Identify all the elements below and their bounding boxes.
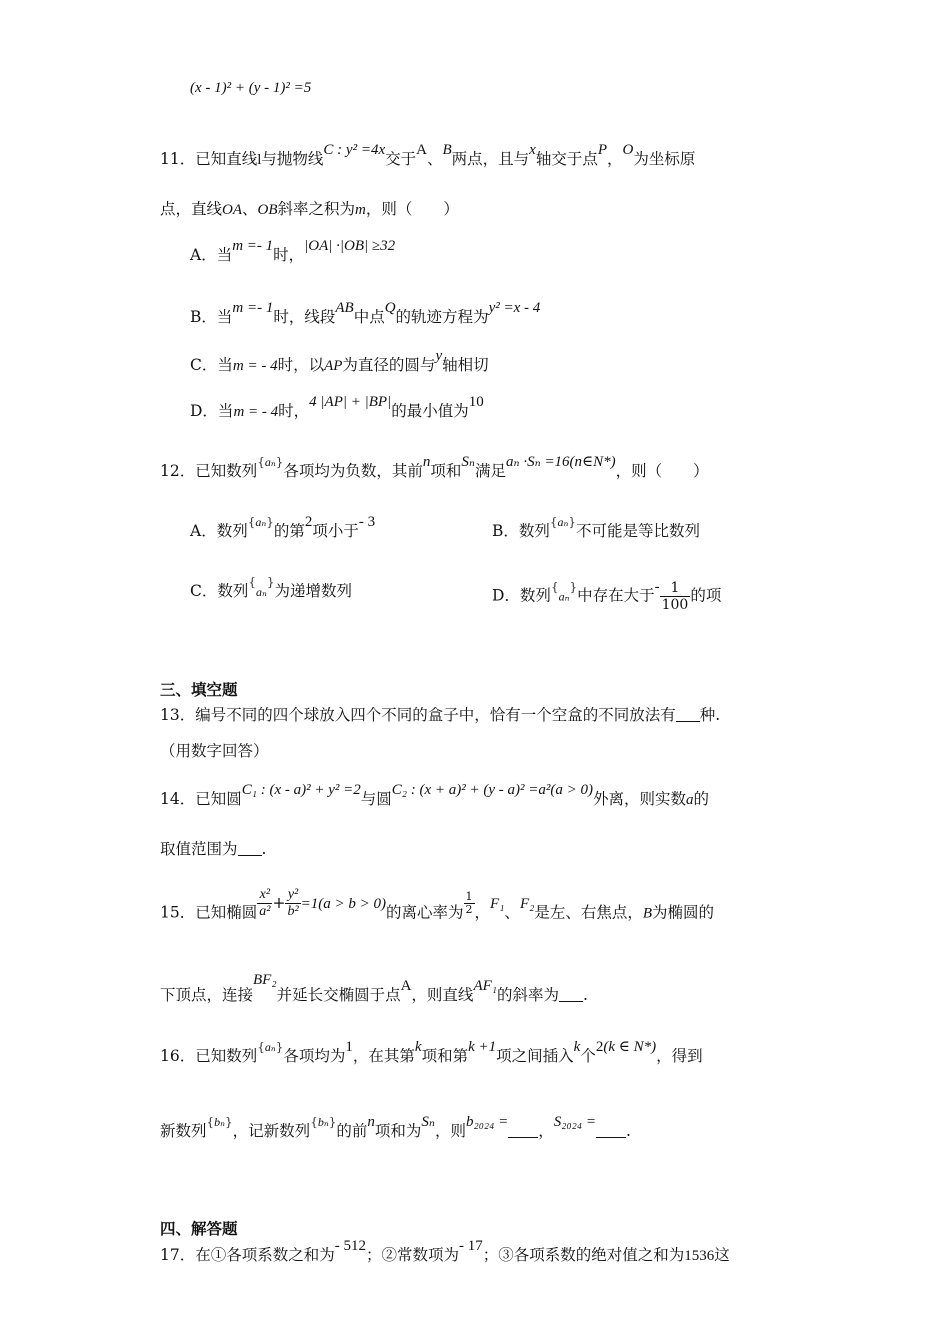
answer-blank[interactable] bbox=[596, 1123, 626, 1138]
q15-line1: 15．已知椭圆 $\frac{\text{x²}}{\text{a²}}$ + $\frac{\text{y²}}{\text{b²}}$ =1(a > b > 0)的离心率为 $\frac{1}{2}$ ，F₁、F₂是左、右焦点，B为椭圆的 bbox=[160, 887, 715, 922]
q14-line2: 取值范围为 . bbox=[160, 840, 267, 858]
q12-option-a: A．数列$^{\{a_n\}}$的第2项小于- 3 bbox=[190, 514, 376, 540]
answer-blank[interactable] bbox=[508, 1123, 538, 1138]
q14-line1: 14．已知圆C₁ : (x - a)² + y² =2与圆C₂ : (x + a)² + (y - a)² =a²(a > 0)外离，则实数a的 bbox=[160, 782, 710, 808]
answer-blank[interactable] bbox=[676, 707, 700, 722]
q11-option-d: D．当m = - 4时，4 |AP| + |BP|的最小值为10 bbox=[190, 394, 484, 420]
q16-line2: 新数列$^{\{b_n\}}$，记新数列$^{\{b_n\}}$的前n项和为Sₙ，则b₂₀₂₄ = ，S₂₀₂₄ = . bbox=[160, 1114, 631, 1140]
q13-line1: 13．编号不同的四个球放入四个不同的盒子中，恰有一个空盒的不同放法有 种. bbox=[160, 706, 721, 724]
q11-option-a: A．当m =- 1时，|OA| ·|OB| ≥32 bbox=[190, 238, 396, 264]
q12-stem: 12．已知数列$^{\{a_n\}}$各项均为负数，其前n项和Sₙ满足aₙ ·Sₙ =16(n∈N*)，则（ ） bbox=[160, 454, 709, 480]
q17-line1: 17．在①各项系数之和为- 512；②常数项为- 17；③各项系数的绝对值之和为1536这 bbox=[160, 1238, 730, 1264]
q12-option-c: C．数列{aₙ}为递增数列 bbox=[190, 575, 353, 600]
q11-line1: 11．已知直线l与抛物线C : y² =4x交于A、B两点，且与x轴交于点P，O为坐标原 bbox=[160, 142, 696, 168]
q11-option-c: C．当m = - 4时，以AP为直径的圆与y轴相切 bbox=[190, 348, 489, 374]
ellipse-x-term: $\frac{\text{x²}}{\text{a²}}$ bbox=[259, 887, 271, 919]
q12-option-b: B．数列$^{\{a_n\}}$不可能是等比数列 bbox=[492, 515, 701, 540]
q12-option-d: D．数列{aₙ}中存在大于- $\frac{1}{100}$ 的项 bbox=[492, 578, 722, 613]
q11-option-b: B．当m =- 1时，线段AB中点Q的轨迹方程为y² =x - 4 bbox=[190, 300, 541, 326]
answer-blank[interactable] bbox=[238, 841, 262, 856]
q11-line2: 点，直线OA、OB斜率之积为m，则（ ） bbox=[160, 200, 459, 218]
q13-line2: （用数字回答） bbox=[160, 742, 269, 760]
fraction-1-100: $\frac{1}{100}$ bbox=[661, 580, 689, 613]
section-solve-heading: 四、解答题 bbox=[160, 1219, 238, 1238]
ellipse-y-term: $\frac{\text{y²}}{\text{b²}}$ bbox=[287, 887, 299, 919]
section-fill-in-heading: 三、填空题 bbox=[160, 680, 238, 699]
answer-blank[interactable] bbox=[559, 987, 583, 1002]
q15-line2: 下顶点，连接BF₂并延长交椭圆于点A，则直线AF₁的斜率为 . bbox=[160, 972, 588, 1004]
q16-line1: 16．已知数列$^{\{a_n\}}$各项均为1，在其第k项和第k +1项之间插入k个2(k ∈ N*)，得到 bbox=[160, 1039, 703, 1065]
prev-answer: (x - 1)² + (y - 1)² =5 bbox=[190, 80, 312, 96]
eccentricity-fraction: $\frac{1}{2}$ bbox=[465, 890, 473, 916]
